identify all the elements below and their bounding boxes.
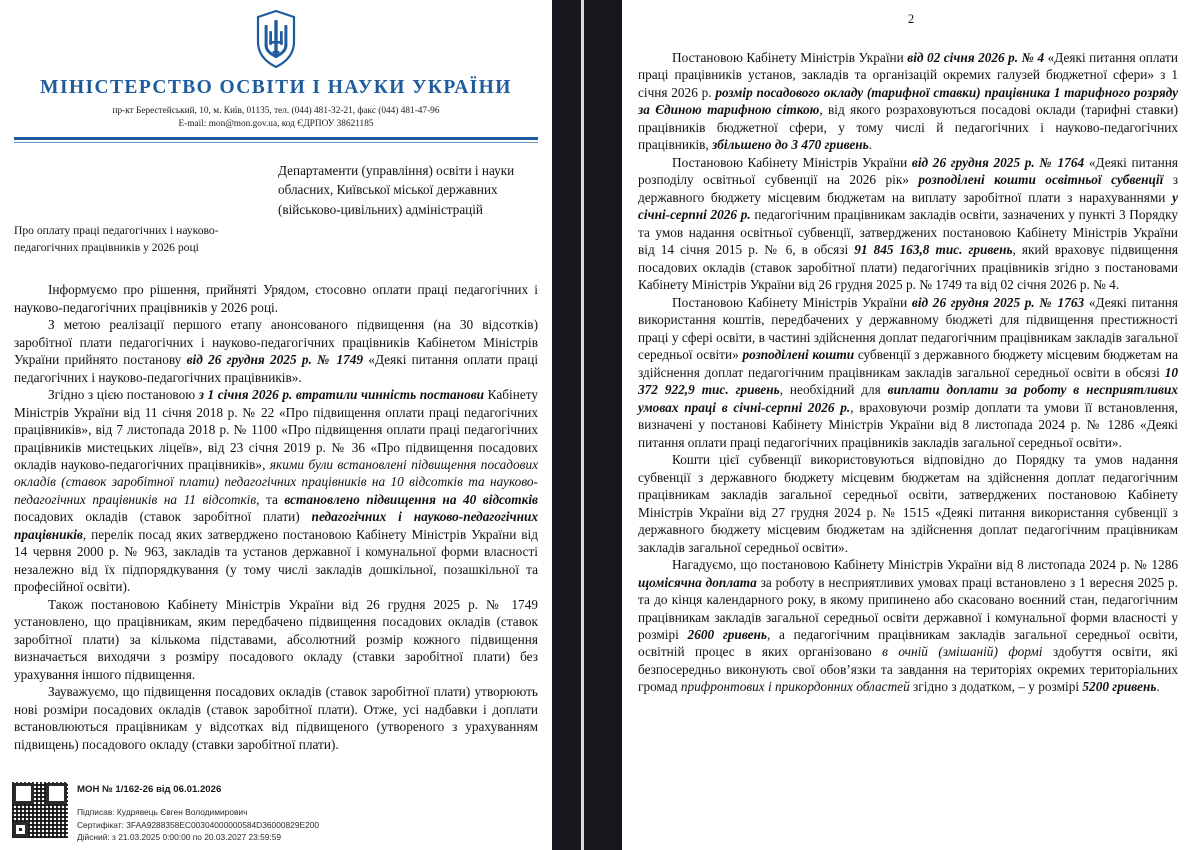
paragraph-10-text-b: за роботу в несприятливих умовах праці встановлено з 1 вересня 2025 р. та до кінця календарного року, в якому припинено або скасовано воєнний стан, педагогічним працівникам закладів загальної середньої освіти державної і комунальної форми власності у розмірі [638, 574, 1178, 642]
paragraph-7-text-d: педагогічним працівникам закладів освіти, зазначених у пункті 3 Порядку та умов надання освітньої субвенції, затверджених постановою Кабінету Міністрів України від 14 січня 2015 р. № 6, в обсязі [638, 207, 1178, 258]
paragraph-2-text-a: З метою реалізації першого етапу анонсованого підвищення (на 30 відсотків) заробітної плати педагогічних і науково-педагогічних працівників Кабінетом Міністрів України прийнято постанову [14, 317, 538, 368]
paragraph-8-text-e: , враховуючи розмір доплати та умови її встановлення, визначені у постанові Кабінету Міністрів України від 8 листопада 2024 р. № 1286 «Деякі питання оплати праці педагогічних працівників закладів загальної середньої освіти». [638, 399, 1178, 450]
paragraph-6-amount: збільшено до 3 470 гривень [712, 137, 869, 153]
paragraph-5-text: Зауважуємо, що підвищення посадових окладів (ставок заробітної плати) утворюють нові розміри посадових окладів (ставок заробітної плати). Отже, усі надбавки і доплати встановлюються працівникам у відсотках від підвищеного (утвореного з урахуванням підвищень) посадового окладу (ставки заробітної плати). [14, 684, 538, 752]
paragraph-3-text-b: Кабінету Міністрів України від 11 січня 2018 р. № 22 «Про підвищення оплати праці педагогічних працівників», від 7 листопада 2018 р. № 1100 «Про підвищення оплати праці педагогічних працівників мистецьких ліцеїв», від 23 січня 2019 р. № 36 «Про підвищення посадових окладів науково-педагогічних працівників», [14, 387, 539, 472]
paragraph-8-emphasis-2: виплати доплати за роботу в несприятливих умовах праці в січні-серпні 2026 р. [638, 382, 1178, 415]
paragraph-9 [638, 451, 1178, 556]
letterhead-address: пр-кт Берестейський, 10, м. Київ, 01135, тел. (044) 481-32-21, факс (044) 481-47-96 [112, 106, 440, 116]
paragraph-3-emphasis-2: встановлено підвищення на 40 відсотків [284, 491, 538, 507]
qr-code [12, 782, 68, 838]
signature-details [77, 782, 319, 844]
page-number: 2 [907, 12, 915, 26]
page-2-body [622, 49, 1200, 696]
document-reference-prefix: МОН [77, 784, 100, 796]
subject-block: Про оплату праці педагогічних і науково-педагогічних працівників у 2026 році [14, 224, 219, 254]
paragraph-7-emphasis-1: розподілені кошти освітньої субвенції [918, 172, 1164, 188]
paragraph-10-text-d: здобуття освіти, які безпосередньо виконують свої обов’язки та завдання на територіях окремих територіальних громад [638, 644, 1178, 695]
page-1-body [0, 281, 552, 753]
paragraph-7-text-c: з державного бюджету місцевим бюджетам на виплату заробітної плати з нарахуваннями [638, 172, 1179, 205]
paragraph-10-amount-1: 2600 гривень [687, 626, 767, 642]
paragraph-10 [638, 556, 1178, 696]
letterhead-email: E-mail: mon@mon.gov.ua, код ЄДРПОУ 38621185 [178, 119, 374, 130]
paragraph-3-emphasis-3: педагогічних і науково-педагогічних працівників [14, 509, 538, 542]
letterhead-contacts [0, 105, 552, 131]
document-reference-number: № 1/162-26 від 06.01.2026 [102, 784, 222, 796]
letterhead-divider [0, 137, 552, 143]
paragraph-6-text-a: Постановою Кабінету Міністрів України [672, 50, 908, 65]
paragraph-10-emphasis-1: щомісячна доплата [638, 574, 757, 590]
paragraph-8-text-b: «Деякі питання використання коштів, передбачених у державному бюджеті для підвищення престижності праці у сфері освіти, в частині здійснення доплат педагогічним працівникам закладів загальної середньої освіти» [638, 294, 1178, 363]
paragraph-7-amount: 91 845 163,8 тис. гривень [854, 242, 1013, 258]
paragraph-6 [638, 49, 1178, 154]
signed-by-line: Підписав: Кудрявець Євген Володимирович [77, 807, 248, 818]
page-seam-divider [581, 0, 584, 850]
paragraph-10-text-c: , а педагогічним працівникам закладів загальної середньої освіти, освітній процес в яких організовано [638, 626, 1179, 660]
document-reference [77, 784, 319, 795]
paragraph-3-text-c: , та [256, 491, 285, 507]
paragraph-3-text-e: , перелік посад яких затверджено постановою Кабінету Міністрів України від 14 червня 2000 р. № 963, закладів та установ державної і комунальної форми власності незалежно від їх підпорядкування (у тому числі закладів дошкільної, позашкільної та професійної освіти). [14, 526, 538, 595]
paragraph-6-text-c: , від якого розраховуються посадові оклади (тарифні ставки) працівників бюджетної сфери, у тому числі й педагогічних і науково-педагогічних працівників, [638, 102, 1178, 153]
paragraph-10-text-f: . [1156, 679, 1160, 695]
signature-footer [12, 782, 319, 844]
paragraph-7-text-a: Постановою Кабінету Міністрів України [672, 154, 912, 170]
paragraph-6-text-d: . [868, 137, 873, 153]
paragraph-8-emphasis-1: розподілені кошти [742, 347, 855, 363]
divider-line-thick [14, 137, 538, 140]
paragraph-2-text-b: «Деякі питання оплати праці педагогічних і науково-педагогічних працівників». [14, 352, 539, 385]
paragraph-4-text: Також постановою Кабінету Міністрів України від 26 грудня 2025 р. № 1749 установлено, що працівникам, яким передбачено підвищення посадових окладів (ставок заробітної плати) за кількома підставами, абсолютний розмір кожного підвищення визначається виходячи з розміру посадового окладу (ставки заробітної плати) без урахування іншого підвищення. [14, 596, 538, 682]
paragraph-3-text-a: Згідно з цією постановою [48, 387, 199, 403]
certificate-line: Сертифікат: 3FAA9288358EC00304000000584D36000829E200 [77, 819, 320, 830]
letterhead-emblem-block [0, 0, 552, 73]
paragraph-5 [14, 683, 538, 753]
paragraph-10-text-a: Нагадуємо, що постановою Кабінету Міністрів України від 8 листопада 2024 р. № 1286 [672, 557, 1178, 573]
paragraph-9-text: Кошти цієї субвенції використовуються відповідно до Порядку та умов надання субвенції з державного бюджету місцевим бюджетам на здійснення доплат педагогічним працівникам закладів загальної середньої освіти, затверджених постановою Кабінету Міністрів України від 27 грудня 2024 р. № 1515 «Деякі питання використання субвенції з державного бюджету місцевим бюджетам на здійснення доплат педагогічним працівникам закладів загальної середньої освіти». [638, 452, 1178, 555]
paragraph-3-emphasis-1: з 1 січня 2026 р. втратили чинність постанови [198, 387, 485, 403]
page-gap [552, 0, 622, 850]
paragraph-3-italic-1: якими були встановлені підвищення посадових окладів (ставок заробітної плати) педагогічних працівників на 10 відсотків та науково-педагогічних працівників на 11 відсотків [14, 457, 538, 507]
paragraph-8 [638, 294, 1178, 451]
paragraph-3-text-d: посадових окладів (ставок заробітної плати) [14, 509, 312, 525]
paragraph-8-text-a: Постановою Кабінету Міністрів України [672, 294, 912, 310]
paragraph-8-text-d: , необхідний для [779, 382, 888, 398]
addressee-block: Департаменти (управління) освіти і науки обласних, Київської міської державних (військово-цивільних) адміністрацій [278, 163, 515, 217]
paragraph-8-resolution-ref: від 26 грудня 2025 р. № 1763 [911, 294, 1085, 310]
ministry-title: МІНІСТЕРСТВО ОСВІТИ І НАУКИ УКРАЇНИ [40, 77, 512, 98]
ukraine-coat-of-arms-trident-icon [255, 10, 297, 73]
paragraph-7-period: у січні-серпні 2026 р. [638, 189, 1178, 223]
paragraph-6-emphasis-1: розмір посадового окладу (тарифної ставки) працівника 1 тарифного розряду за Єдиною тарифною сіткою [638, 84, 1178, 118]
paragraph-10-italic-2: прифронтових і прикордонних областей [680, 679, 910, 695]
paragraph-2 [14, 316, 538, 386]
paragraph-7-text-b: «Деякі питання розподілу освітньої субвенції на 2026 рік» [638, 154, 1178, 188]
divider-line-thin [14, 142, 538, 144]
validity-line: Дійсний: з 21.03.2025 0:00:00 по 20.03.2027 23:59:59 [77, 832, 282, 843]
paragraph-7-text-e: , який враховує підвищення посадових окладів (ставок заробітної плати) педагогічних працівників згідно з постановами Кабінету Міністрів України від 26 грудня 2025 р. № 1749 та від 02 січня 2026 р. № 4. [638, 242, 1178, 293]
paragraph-7 [638, 154, 1178, 294]
document-page-2 [622, 0, 1200, 850]
document-page-1 [0, 0, 552, 850]
paragraph-6-resolution-ref: від 02 січня 2026 р. № 4 [907, 50, 1045, 65]
paragraph-8-text-c: субвенції з державного бюджету місцевим бюджетам на здійснення доплат педагогічним працівникам закладів загальної середньої освіти в обсязі [638, 347, 1178, 380]
signature-certificate-block [77, 806, 319, 844]
paragraph-7-resolution-ref: від 26 грудня 2025 р. № 1764 [911, 154, 1085, 170]
paragraph-10-amount-2: 5200 гривень [1082, 679, 1157, 695]
paragraph-3 [14, 386, 538, 596]
paragraph-4 [14, 596, 538, 683]
addressee-subject-row [0, 161, 552, 281]
paragraph-10-italic-1: в очній (змішаній) формі [882, 644, 1043, 660]
paragraph-10-text-e: згідно з додатком, – у розмірі [909, 679, 1083, 695]
paragraph-6-text-b: «Деякі питання оплати праці працівників установ, закладів та організацій окремих галузей бюджетної сфери» з 1 січня 2026 р. [638, 50, 1178, 100]
paragraph-1-text: Інформуємо про рішення, прийняті Урядом, стосовно оплати праці педагогічних і науково-педагогічних працівників у 2026 році. [14, 282, 538, 315]
paragraph-1 [14, 281, 538, 316]
paragraph-8-amount: 10 372 922,9 тис. гривень [638, 364, 1178, 398]
paragraph-2-resolution-ref: від 26 грудня 2025 р. № 1749 [186, 352, 364, 368]
